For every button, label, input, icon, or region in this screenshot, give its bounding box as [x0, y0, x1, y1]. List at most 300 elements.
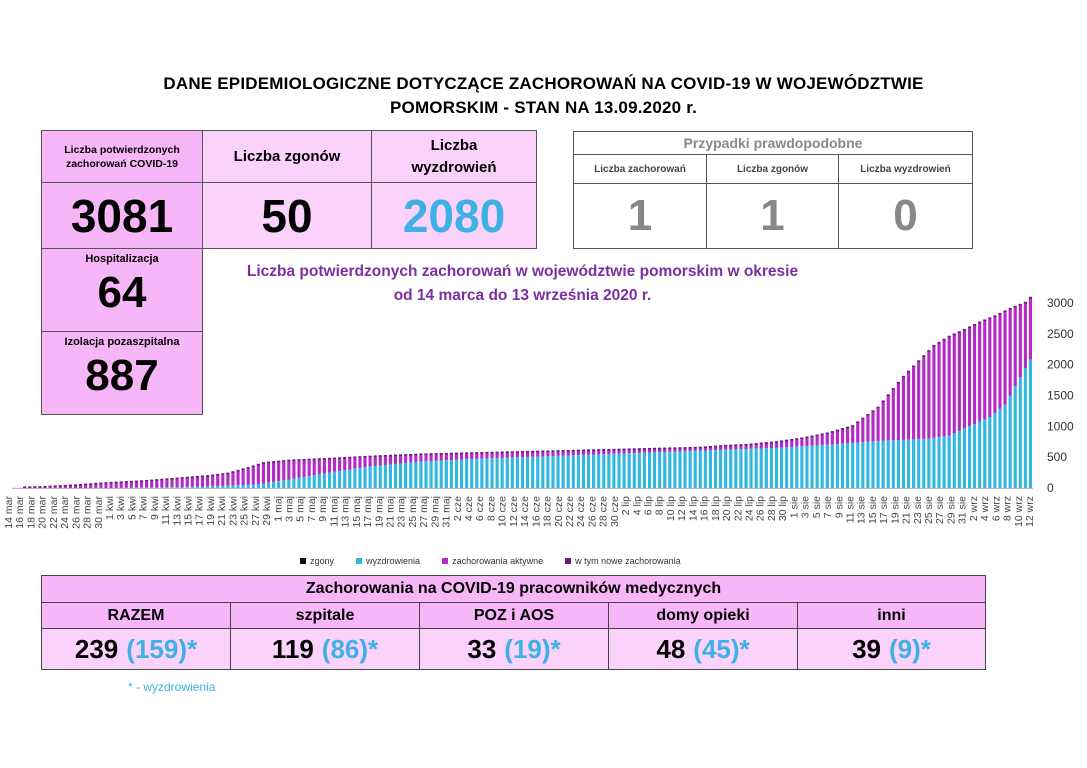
- x-tick-label: 4 lip: [631, 496, 644, 516]
- bar-recovered: [856, 443, 859, 488]
- bar-new: [602, 449, 605, 451]
- bar-active: [358, 457, 361, 468]
- bar-recovered: [470, 459, 473, 488]
- bar-recovered: [170, 487, 173, 488]
- bar-new: [59, 485, 62, 487]
- bar-new: [303, 459, 306, 461]
- bar-active: [856, 423, 859, 443]
- page-title-line1: DANE EPIDEMIOLOGICZNE DOTYCZĄCE ZACHOROWAŃ NA COVID-19 W WOJEWÓDZTWIE: [163, 74, 924, 93]
- probable-deaths-value: 1: [706, 183, 839, 249]
- x-tick-label: 11 sie: [844, 496, 857, 524]
- x-tick-label: 9 sie: [833, 496, 846, 519]
- bar-new: [511, 451, 514, 453]
- x-tick-label: 19 maj: [373, 496, 386, 528]
- bar-new: [750, 444, 753, 446]
- x-tick-label: 18 mar: [25, 496, 38, 529]
- x-tick-label: 18 cze: [541, 496, 554, 527]
- bar-active: [719, 446, 722, 450]
- bar-new: [394, 455, 397, 457]
- bar-active: [414, 455, 417, 462]
- bar-active: [841, 429, 844, 443]
- medical-care-homes-count: 48: [656, 633, 686, 664]
- bar-new: [196, 476, 199, 478]
- bar-active: [628, 450, 631, 454]
- bar-new: [851, 425, 854, 427]
- bar-recovered: [1009, 396, 1012, 489]
- bar-new: [638, 448, 641, 450]
- bar-active: [623, 450, 626, 454]
- bar-active: [592, 451, 595, 455]
- bar-active: [612, 450, 615, 454]
- bar-recovered: [643, 453, 646, 488]
- bar-recovered: [445, 460, 448, 488]
- bar-new: [282, 460, 285, 462]
- bar-new: [714, 446, 717, 448]
- x-tick-label: 15 sie: [866, 496, 879, 525]
- bar-new: [628, 448, 631, 450]
- bar-active: [912, 367, 915, 440]
- bar-active: [89, 484, 92, 488]
- bar-recovered: [790, 447, 793, 488]
- bar-new: [277, 461, 280, 463]
- bar-active: [927, 351, 930, 438]
- bar-new: [84, 484, 87, 486]
- footnote: * - wyzdrowienia: [128, 680, 216, 694]
- bar-new: [907, 371, 910, 373]
- bar-active: [805, 438, 808, 446]
- medical-col-other-value: [797, 628, 986, 670]
- legend-item-new: [565, 556, 681, 566]
- bar-recovered: [353, 469, 356, 488]
- x-tick-label: 14 mar: [3, 496, 15, 529]
- bar-new: [23, 486, 26, 488]
- bar-new: [429, 453, 432, 455]
- bar-active: [130, 482, 133, 488]
- bar-recovered: [521, 457, 524, 488]
- y-tick-label: 1000: [1047, 419, 1074, 434]
- bar-recovered: [257, 484, 260, 488]
- bar-new: [643, 448, 646, 450]
- bar-recovered: [374, 466, 377, 488]
- x-tick-label: 6 lip: [642, 496, 655, 516]
- bar-recovered: [765, 448, 768, 488]
- bar-new: [709, 446, 712, 448]
- bar-recovered: [435, 461, 438, 488]
- bar-new: [556, 450, 559, 452]
- bar-active: [704, 448, 707, 451]
- bar-active: [729, 446, 732, 450]
- bar-active: [313, 460, 316, 476]
- bar-new: [287, 460, 290, 462]
- bar-active: [84, 485, 87, 488]
- bar-active: [384, 456, 387, 465]
- bar-new: [379, 455, 382, 457]
- bar-recovered: [734, 449, 737, 488]
- bar-new: [958, 331, 961, 333]
- bar-new: [607, 449, 610, 451]
- bar-recovered: [897, 440, 900, 488]
- bar-recovered: [907, 440, 910, 488]
- bar-recovered: [648, 453, 651, 488]
- bar-recovered: [785, 447, 788, 488]
- medical-col-poz-label: POZ i AOS: [419, 602, 609, 629]
- bar-new: [318, 458, 321, 460]
- x-tick-label: 14 cze: [519, 496, 532, 527]
- bar-recovered: [338, 471, 341, 488]
- bar-recovered: [922, 439, 925, 488]
- bar-active: [521, 452, 524, 457]
- x-tick-label: 29 sie: [945, 496, 958, 525]
- bar-recovered: [887, 441, 890, 488]
- bar-active: [943, 340, 946, 436]
- bar-new: [719, 445, 722, 447]
- bar-active: [541, 452, 544, 457]
- bar-active: [968, 328, 971, 427]
- legend-label-recovered: wyzdrowienia: [366, 556, 421, 566]
- bar-new: [755, 443, 758, 445]
- x-tick-label: 24 mar: [59, 496, 72, 529]
- cases-chart: [0, 290, 1087, 555]
- x-tick-label: 3 sie: [799, 496, 812, 519]
- x-tick-label: 25 maj: [406, 496, 419, 528]
- bar-recovered: [211, 486, 214, 488]
- y-tick-label: 1500: [1047, 388, 1074, 403]
- bar-recovered: [460, 460, 463, 488]
- bar-recovered: [973, 424, 976, 488]
- bar-recovered: [653, 452, 656, 488]
- bar-active: [450, 454, 453, 460]
- bar-recovered: [165, 487, 168, 488]
- bar-new: [69, 485, 72, 487]
- bar-new: [292, 459, 295, 461]
- bar-recovered: [617, 454, 620, 488]
- bar-recovered: [247, 485, 250, 488]
- bar-new: [399, 454, 402, 456]
- bar-new: [79, 484, 82, 486]
- bar-recovered: [816, 445, 819, 488]
- bar-active: [120, 483, 123, 488]
- bar-recovered: [780, 448, 783, 488]
- bar-active: [94, 484, 97, 488]
- bar-active: [882, 402, 885, 441]
- bar-new: [414, 454, 417, 456]
- bar-recovered: [1014, 386, 1017, 488]
- probable-recovered-label: Liczba wyzdrowień: [838, 154, 973, 184]
- probable-recovered-value: 0: [838, 183, 973, 249]
- bar-new: [993, 315, 996, 317]
- bar-recovered: [455, 460, 458, 488]
- bar-recovered: [587, 455, 590, 488]
- medical-col-poz-value: [419, 628, 609, 670]
- bar-recovered: [424, 461, 427, 488]
- bar-new: [546, 450, 549, 452]
- x-tick-label: 26 cze: [586, 496, 599, 527]
- x-tick-label: 24 cze: [575, 496, 588, 527]
- x-tick-label: 28 lip: [765, 496, 778, 522]
- bar-new: [150, 480, 153, 482]
- bar-new: [805, 436, 808, 438]
- x-tick-label: 2 lip: [620, 496, 633, 516]
- x-tick-label: 24 lip: [743, 496, 756, 522]
- bar-active: [323, 459, 326, 473]
- medical-care-homes-recovered: (45)*: [693, 633, 750, 664]
- y-tick-label: 3000: [1047, 296, 1074, 310]
- x-tick-label: 8 lip: [653, 496, 666, 516]
- bar-recovered: [541, 456, 544, 488]
- bar-recovered: [348, 470, 351, 489]
- bar-recovered: [719, 450, 722, 488]
- bar-new: [470, 452, 473, 454]
- bar-new: [897, 382, 900, 384]
- bar-active: [485, 453, 488, 458]
- bar-active: [303, 460, 306, 477]
- x-tick-label: 17 sie: [878, 496, 891, 525]
- bar-active: [562, 451, 565, 455]
- bar-recovered: [902, 440, 905, 488]
- bar-recovered: [343, 470, 346, 488]
- bar-recovered: [968, 426, 971, 488]
- bar-new: [653, 448, 656, 450]
- bar-active: [277, 462, 280, 481]
- bar-new: [541, 451, 544, 453]
- bar-recovered: [267, 483, 270, 488]
- bar-new: [409, 454, 412, 456]
- bar-recovered: [892, 440, 895, 488]
- bar-new: [120, 481, 123, 483]
- bar-new: [841, 428, 844, 430]
- x-tick-label: 27 kwi: [249, 496, 262, 526]
- bar-active: [404, 455, 407, 463]
- bar-active: [297, 460, 300, 477]
- bar-recovered: [531, 457, 534, 488]
- bar-new: [43, 486, 46, 488]
- bar-new: [455, 453, 458, 455]
- bar-active: [104, 483, 107, 488]
- bar-active: [145, 481, 148, 487]
- bar-recovered: [993, 413, 996, 488]
- bar-new: [953, 333, 956, 335]
- x-tick-label: 11 kwi: [160, 496, 173, 525]
- bar-new: [104, 482, 107, 484]
- bar-recovered: [983, 419, 986, 488]
- bar-new: [440, 453, 443, 455]
- bar-new: [846, 427, 849, 429]
- bar-active: [536, 452, 539, 457]
- bar-new: [917, 360, 920, 362]
- bar-active: [262, 463, 265, 483]
- bar-recovered: [694, 451, 697, 488]
- medical-hospitals-recovered: (86)*: [321, 633, 379, 664]
- bar-active: [826, 434, 829, 445]
- bar-active: [211, 476, 214, 487]
- bar-recovered: [226, 486, 229, 488]
- bar-recovered: [358, 468, 361, 488]
- legend-swatch-active: [442, 558, 448, 564]
- x-tick-label: 30 cze: [608, 496, 621, 527]
- bar-recovered: [1029, 360, 1032, 488]
- bar-recovered: [775, 448, 778, 488]
- x-tick-label: 17 maj: [362, 496, 374, 528]
- bar-recovered: [998, 409, 1001, 488]
- bar-new: [551, 450, 554, 452]
- bar-active: [176, 479, 179, 487]
- bar-new: [567, 450, 570, 452]
- x-tick-label: 1 sie: [788, 496, 801, 519]
- bar-recovered: [760, 448, 763, 488]
- bar-new: [531, 451, 534, 453]
- x-tick-label: 2 wrz: [967, 496, 980, 522]
- bar-active: [567, 451, 570, 455]
- bar-active: [689, 448, 692, 451]
- bar-new: [668, 447, 671, 449]
- bar-active: [155, 480, 158, 487]
- bar-active: [181, 478, 184, 487]
- bar-recovered: [206, 486, 209, 488]
- y-tick-label: 2000: [1047, 357, 1074, 372]
- x-tick-label: 12 lip: [676, 496, 689, 522]
- bar-recovered: [384, 465, 387, 488]
- bar-recovered: [744, 449, 747, 488]
- bar-new: [369, 456, 372, 458]
- bar-new: [1014, 306, 1017, 308]
- medical-other-recovered: (9)*: [889, 633, 931, 664]
- bar-recovered: [485, 458, 488, 488]
- bar-recovered: [623, 453, 626, 488]
- x-tick-label: 20 mar: [36, 496, 49, 529]
- bar-new: [94, 483, 97, 485]
- bar-recovered: [526, 457, 529, 488]
- bar-new: [145, 480, 148, 482]
- bar-active: [440, 454, 443, 460]
- bar-new: [374, 455, 377, 457]
- bar-active: [206, 476, 209, 486]
- x-tick-label: 12 wrz: [1024, 496, 1036, 527]
- x-tick-label: 15 maj: [350, 496, 363, 528]
- bar-new: [323, 458, 326, 460]
- y-tick-label: 500: [1047, 450, 1068, 465]
- bar-active: [760, 444, 763, 449]
- bar-active: [363, 457, 366, 467]
- bar-new: [252, 465, 255, 467]
- x-tick-label: 26 mar: [70, 496, 83, 529]
- bar-recovered: [262, 484, 265, 488]
- bar-recovered: [877, 441, 880, 488]
- bar-recovered: [516, 457, 519, 488]
- bar-active: [348, 458, 351, 470]
- bar-active: [465, 454, 468, 460]
- bar-new: [206, 475, 209, 477]
- x-tick-label: 16 lip: [698, 496, 711, 522]
- bar-new: [800, 437, 803, 439]
- bar-new: [821, 434, 824, 436]
- bar-active: [922, 356, 925, 438]
- bar-new: [648, 448, 651, 450]
- bar-active: [699, 448, 702, 451]
- bar-new: [780, 440, 783, 442]
- bar-recovered: [699, 451, 702, 488]
- bar-active: [272, 462, 275, 482]
- bar-recovered: [379, 465, 382, 488]
- bar-recovered: [932, 438, 935, 488]
- bar-new: [623, 449, 626, 451]
- bar-active: [257, 465, 260, 484]
- bar-new: [496, 452, 499, 454]
- bar-new: [181, 477, 184, 479]
- bar-new: [236, 470, 239, 472]
- bar-recovered: [917, 439, 920, 488]
- chart-legend: [300, 556, 900, 566]
- bar-new: [673, 447, 676, 449]
- bar-recovered: [318, 474, 321, 488]
- bar-new: [343, 457, 346, 459]
- bar-new: [572, 450, 575, 452]
- bar-recovered: [242, 485, 245, 488]
- bar-new: [968, 326, 971, 328]
- bar-active: [160, 480, 163, 487]
- bar-active: [988, 319, 991, 417]
- bar-active: [897, 383, 900, 440]
- x-tick-label: 6 cze: [474, 496, 487, 522]
- bar-active: [226, 474, 229, 486]
- bar-recovered: [724, 450, 727, 488]
- y-tick-label: 0: [1047, 481, 1054, 495]
- bar-new: [577, 450, 580, 452]
- bar-active: [511, 452, 514, 457]
- bar-recovered: [638, 453, 641, 488]
- bar-recovered: [546, 456, 549, 488]
- hospital-label: Hospitalizacja: [85, 253, 159, 265]
- bar-new: [308, 459, 311, 461]
- bar-new: [932, 345, 935, 347]
- deaths-label: Liczba zgonów: [202, 130, 372, 183]
- bar-new: [790, 439, 793, 441]
- bar-recovered: [612, 454, 615, 488]
- bar-new: [201, 475, 204, 477]
- bar-active: [369, 457, 372, 467]
- x-tick-label: 27 sie: [934, 496, 947, 525]
- bar-new: [871, 410, 874, 412]
- isolation-value: 887: [85, 351, 159, 400]
- x-tick-label: 2 cze: [451, 496, 464, 522]
- bar-recovered: [369, 466, 372, 488]
- x-tick-label: 11 maj: [328, 496, 341, 527]
- bar-active: [455, 454, 458, 460]
- bar-active: [643, 449, 646, 452]
- bar-new: [348, 457, 351, 459]
- bar-active: [821, 435, 824, 445]
- bar-active: [861, 419, 864, 442]
- bar-new: [526, 451, 529, 453]
- bar-recovered: [328, 473, 331, 488]
- bar-new: [633, 448, 636, 450]
- bar-recovered: [770, 448, 773, 488]
- bar-new: [704, 446, 707, 448]
- bar-new: [54, 485, 57, 487]
- bar-active: [282, 461, 285, 480]
- bar-recovered: [160, 487, 163, 488]
- bar-recovered: [607, 454, 610, 488]
- bar-recovered: [313, 475, 316, 488]
- confirmed-value: 3081: [41, 182, 203, 249]
- bar-new: [211, 474, 214, 476]
- bar-active: [79, 485, 82, 488]
- medical-col-care-homes-value: [608, 628, 798, 670]
- legend-label-deaths: zgony: [310, 556, 335, 566]
- bar-recovered: [277, 481, 280, 488]
- bar-new: [1009, 308, 1012, 310]
- bar-recovered: [755, 449, 758, 488]
- bar-recovered: [953, 433, 956, 488]
